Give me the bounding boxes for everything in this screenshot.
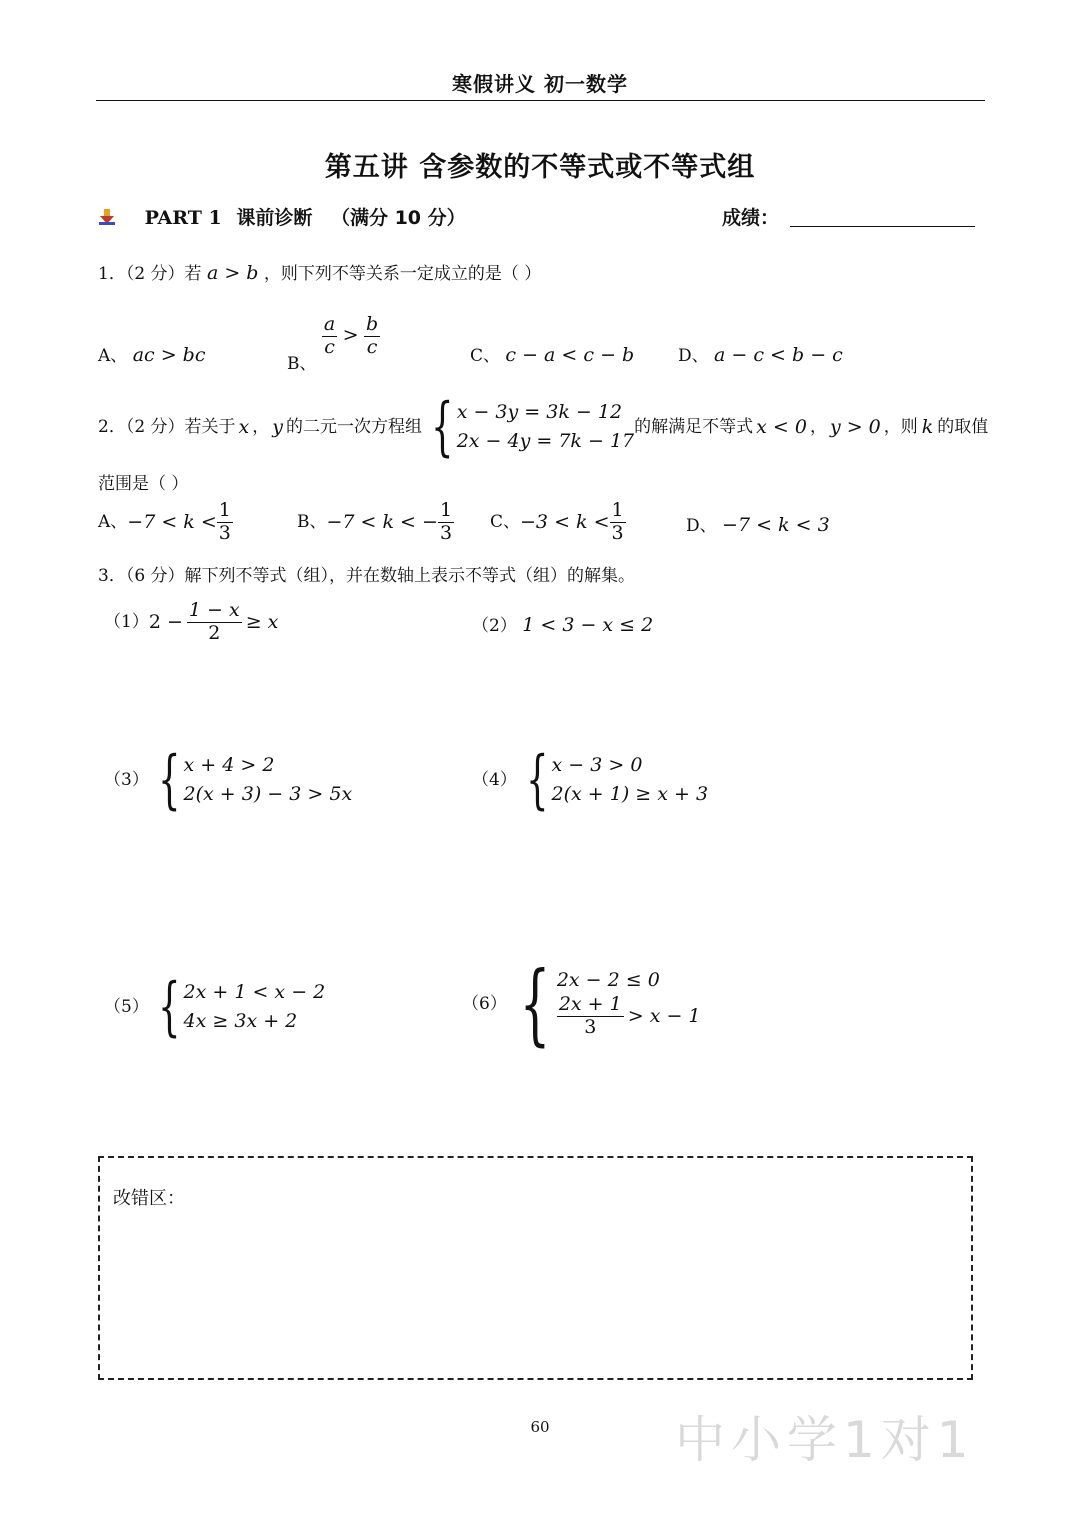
part-label: （4） bbox=[472, 769, 517, 790]
option-label: A、 bbox=[98, 346, 128, 366]
part-label: PART 1 bbox=[144, 207, 222, 229]
option-expr: −7 < k < − bbox=[326, 510, 438, 533]
condition-x: x < 0 bbox=[756, 415, 807, 438]
equation-2: 2x − 4y = 7k − 17 bbox=[456, 430, 635, 452]
q3-part-5 bbox=[104, 970, 326, 1044]
var-x: x bbox=[238, 415, 250, 438]
option-expr: −7 < k < bbox=[127, 510, 217, 533]
arrow-bullet-icon bbox=[98, 208, 116, 226]
q2-option-b bbox=[297, 500, 454, 545]
relation: > bbox=[342, 323, 359, 346]
q2-stem-text: 2．（2 分）若关于 bbox=[98, 416, 236, 437]
fraction: $\frac{b}{c}$ bbox=[365, 313, 379, 358]
q2-option-d bbox=[686, 514, 830, 537]
q2-comma-2: ， bbox=[809, 416, 827, 437]
lecture-title: 第五讲 含参数的不等式或不等式组 bbox=[324, 152, 756, 183]
option-expr: −3 < k < bbox=[520, 510, 610, 533]
inequality-system: { 2x − 2 ≤ 0 $\frac{2x + 1}{3}$ > x − 1 bbox=[519, 952, 701, 1055]
inequality-1: 2x + 1 < x − 2 bbox=[183, 981, 326, 1004]
q3-part-6 bbox=[462, 952, 701, 1055]
option-label: C、 bbox=[470, 346, 501, 366]
q2-option-a bbox=[98, 500, 233, 545]
running-header: 寒假讲义 初一数学 bbox=[452, 72, 628, 96]
part-heading bbox=[98, 203, 466, 230]
option-expr: a − c < b − c bbox=[714, 344, 843, 366]
inequality-1: x − 3 > 0 bbox=[551, 754, 643, 777]
q3-part-4 bbox=[472, 743, 709, 817]
option-label: D、 bbox=[686, 516, 717, 536]
q1-stem bbox=[98, 262, 541, 285]
fraction: $\frac{2x + 1}{3}$ bbox=[558, 993, 622, 1038]
inequality-2: 2(x + 1) ≥ x + 3 bbox=[551, 783, 709, 805]
score-blank-line bbox=[790, 226, 975, 227]
inequality-2: 2(x + 3) − 3 > 5x bbox=[183, 783, 353, 805]
header-rule bbox=[96, 100, 985, 101]
expr: ≥ x bbox=[245, 610, 279, 633]
part-label: （1） bbox=[104, 612, 149, 633]
equation-1: x − 3y = 3k − 12 bbox=[456, 401, 623, 424]
expr: 2 − bbox=[148, 610, 183, 633]
option-expr: c − a < c − b bbox=[505, 344, 635, 366]
equation-system: { x − 3y = 3k − 12 2x − 4y = 7k − 17 bbox=[431, 390, 635, 464]
q2-stem-mid: 的二元一次方程组 bbox=[286, 416, 422, 437]
inequality-system: { x − 3 > 0 2(x + 1) ≥ x + 3 bbox=[525, 743, 709, 817]
part-label: （2） bbox=[472, 616, 517, 636]
fraction: $\frac{1 - x}{2}$ bbox=[188, 599, 240, 644]
q3-part-2 bbox=[472, 614, 653, 637]
q2-stem-end-2: 的取值 bbox=[937, 416, 989, 437]
q1-stem-text-2: ，则下列不等关系一定成立的是（ ） bbox=[263, 264, 542, 284]
var-k: k bbox=[921, 415, 934, 438]
q2-stem-line-2: 范围是（ ） bbox=[98, 474, 189, 494]
var-y: y bbox=[272, 415, 283, 438]
option-expr: ac > bc bbox=[132, 344, 206, 366]
score-label: 成绩： bbox=[722, 207, 780, 229]
inequality-2: 4x ≥ 3x + 2 bbox=[183, 1010, 298, 1032]
q3-part-3 bbox=[104, 743, 353, 817]
q3-part-1 bbox=[104, 600, 278, 645]
inequality-2: $\frac{2x + 1}{3}$ > x − 1 bbox=[558, 993, 701, 1038]
q1-option-c bbox=[470, 344, 634, 367]
inequality-1: x + 4 > 2 bbox=[183, 754, 275, 777]
option-expr: −7 < k < 3 bbox=[722, 514, 830, 536]
error-correction-box bbox=[98, 1156, 973, 1380]
option-label: C、 bbox=[490, 512, 521, 533]
q3-stem: 3．（6 分）解下列不等式（组），并在数轴上表示不等式（组）的解集。 bbox=[98, 566, 636, 586]
q1-condition: a > b bbox=[206, 262, 259, 284]
part-label: （5） bbox=[104, 996, 149, 1017]
option-label: D、 bbox=[678, 346, 709, 366]
q2-stem-end: ，则 bbox=[883, 416, 918, 437]
q2-option-c bbox=[490, 500, 626, 545]
error-correction-label: 改错区： bbox=[113, 1188, 185, 1209]
inequality-1: 2x − 2 ≤ 0 bbox=[556, 969, 660, 992]
q1-option-d bbox=[678, 344, 843, 367]
part-name: 课前诊断 bbox=[236, 207, 313, 229]
q2-stem-after: 的解满足不等式 bbox=[634, 416, 754, 437]
part-points: （满分 10 分） bbox=[330, 207, 466, 229]
q2-stem bbox=[98, 390, 989, 464]
q1-option-b bbox=[287, 314, 380, 374]
part-label: （6） bbox=[462, 993, 507, 1014]
option-label: B、 bbox=[297, 512, 327, 533]
q1-stem-text: 1．（2 分）若 bbox=[98, 264, 202, 284]
fraction: $\frac{1}{3}$ bbox=[439, 499, 453, 544]
option-label: A、 bbox=[98, 512, 128, 533]
inequality-system: { x + 4 > 2 2(x + 3) − 3 > 5x bbox=[157, 743, 353, 817]
fraction: $\frac{a}{c}$ bbox=[323, 313, 336, 358]
inequality-system: { 2x + 1 < x − 2 4x ≥ 3x + 2 bbox=[157, 970, 326, 1044]
fraction: $\frac{1}{3}$ bbox=[218, 499, 231, 544]
option-label: B、 bbox=[287, 353, 317, 374]
fraction: $\frac{1}{3}$ bbox=[611, 499, 624, 544]
part-label: （3） bbox=[104, 769, 149, 790]
condition-y: y > 0 bbox=[829, 415, 881, 438]
q1-option-a bbox=[98, 344, 205, 367]
page-number: 60 bbox=[530, 1418, 550, 1436]
expr: 1 < 3 − x ≤ 2 bbox=[522, 614, 654, 636]
watermark: 中小学1对1 bbox=[675, 1411, 975, 1469]
q2-comma: ， bbox=[252, 416, 270, 437]
